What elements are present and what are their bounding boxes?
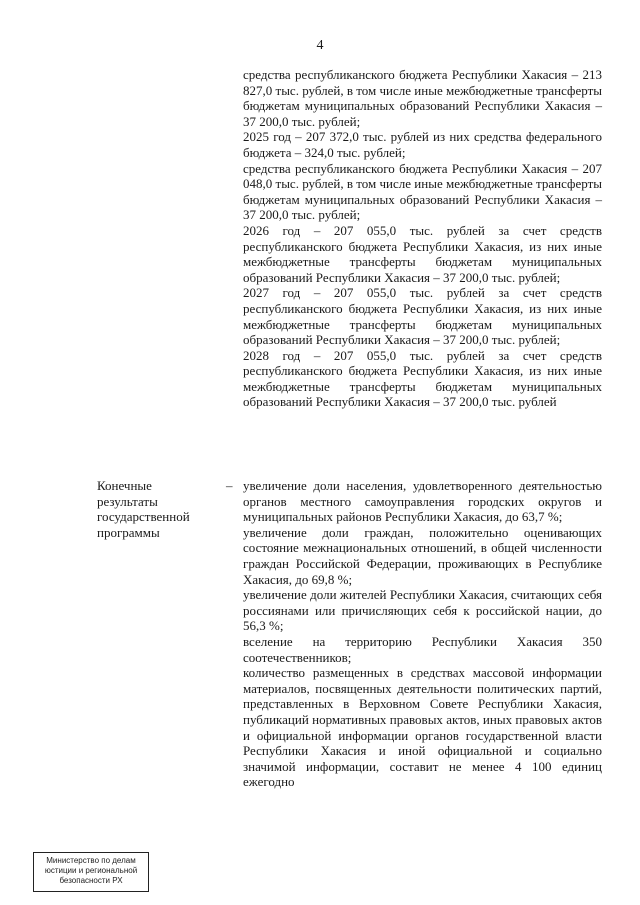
stamp-line: юстиции и региональной	[44, 866, 138, 875]
stamp-line: безопасности РХ	[59, 876, 123, 885]
results-label-line: Конечные	[97, 478, 152, 493]
result-paragraph: увеличение доли населения, удовлетворенного деятельностью органов местного самоуправления городских округов и муниципальных районов Республики Хакасия, до 63,7 %;	[243, 478, 602, 525]
results-label-line: государственной	[97, 509, 190, 525]
results-label-line: программы	[97, 524, 160, 540]
result-paragraph: вселение на территорию Республики Хакасия 350 соотечественников;	[243, 633, 602, 665]
ministry-stamp	[33, 852, 149, 892]
results-label	[97, 478, 217, 540]
funding-text	[243, 67, 602, 410]
results-label-line: результаты	[97, 493, 158, 509]
funding-paragraph: 2026 год – 207 055,0 тыс. рублей за счет средств республиканского бюджета Республики Хакасия, из них иные межбюджетные трансферты бюджетам муниципальных образований Республики Хакасия – 37 200,0 тыс. рублей;	[243, 222, 602, 285]
result-paragraph: количество размещенных в средствах массовой информации материалов, посвященных деятельности политических партий, представленных в Верховном Совете Республики Хакасия, публикаций нормативных правовых актов, иных правовых актов и официальной информации органов государственной власти Республики Хакасия и иной официальной и социально значимой информации, составит не менее 4 100 единиц ежегодно	[243, 665, 602, 790]
results-dash: –	[226, 478, 233, 493]
page-number: 4	[316, 38, 324, 53]
funding-paragraph: средства республиканского бюджета Республики Хакасия – 207 048,0 тыс. рублей, в том числе иные межбюджетные трансферты бюджетам муниципальных образований Республики Хакасия – 37 200,0 тыс. рублей;	[243, 160, 602, 223]
funding-paragraph: 2025 год – 207 372,0 тыс. рублей из них средства федерального бюджета – 324,0 тыс. рублей;	[243, 129, 602, 160]
funding-paragraph: 2027 год – 207 055,0 тыс. рублей за счет средств республиканского бюджета Республики Хакасия, из них иные межбюджетные трансферты бюджетам муниципальных образований Республики Хакасия – 37 200,0 тыс. рублей;	[243, 285, 602, 348]
stamp-line: Министерство по делам	[46, 856, 136, 865]
result-paragraph: увеличение доли жителей Республики Хакасия, считающих себя россиянами или причисляющих себя к российской нации, до 56,3 %;	[243, 587, 602, 634]
funding-paragraph: средства республиканского бюджета Республики Хакасия – 213 827,0 тыс. рублей, в том числе иные межбюджетные трансферты бюджетам муниципальных образований Республики Хакасия – 37 200,0 тыс. рублей;	[243, 67, 602, 129]
result-paragraph: увеличение доли граждан, положительно оценивающих состояние межнациональных отношений, в общей численности граждан Российской Федерации, проживающих в Республике Хакасия, до 69,8 %;	[243, 524, 602, 587]
funding-paragraph: 2028 год – 207 055,0 тыс. рублей за счет средств республиканского бюджета Республики Хакасия, из них иные межбюджетные трансферты бюджетам муниципальных образований Республики Хакасия – 37 200,0 тыс. рублей	[243, 347, 602, 410]
results-text	[243, 478, 602, 790]
